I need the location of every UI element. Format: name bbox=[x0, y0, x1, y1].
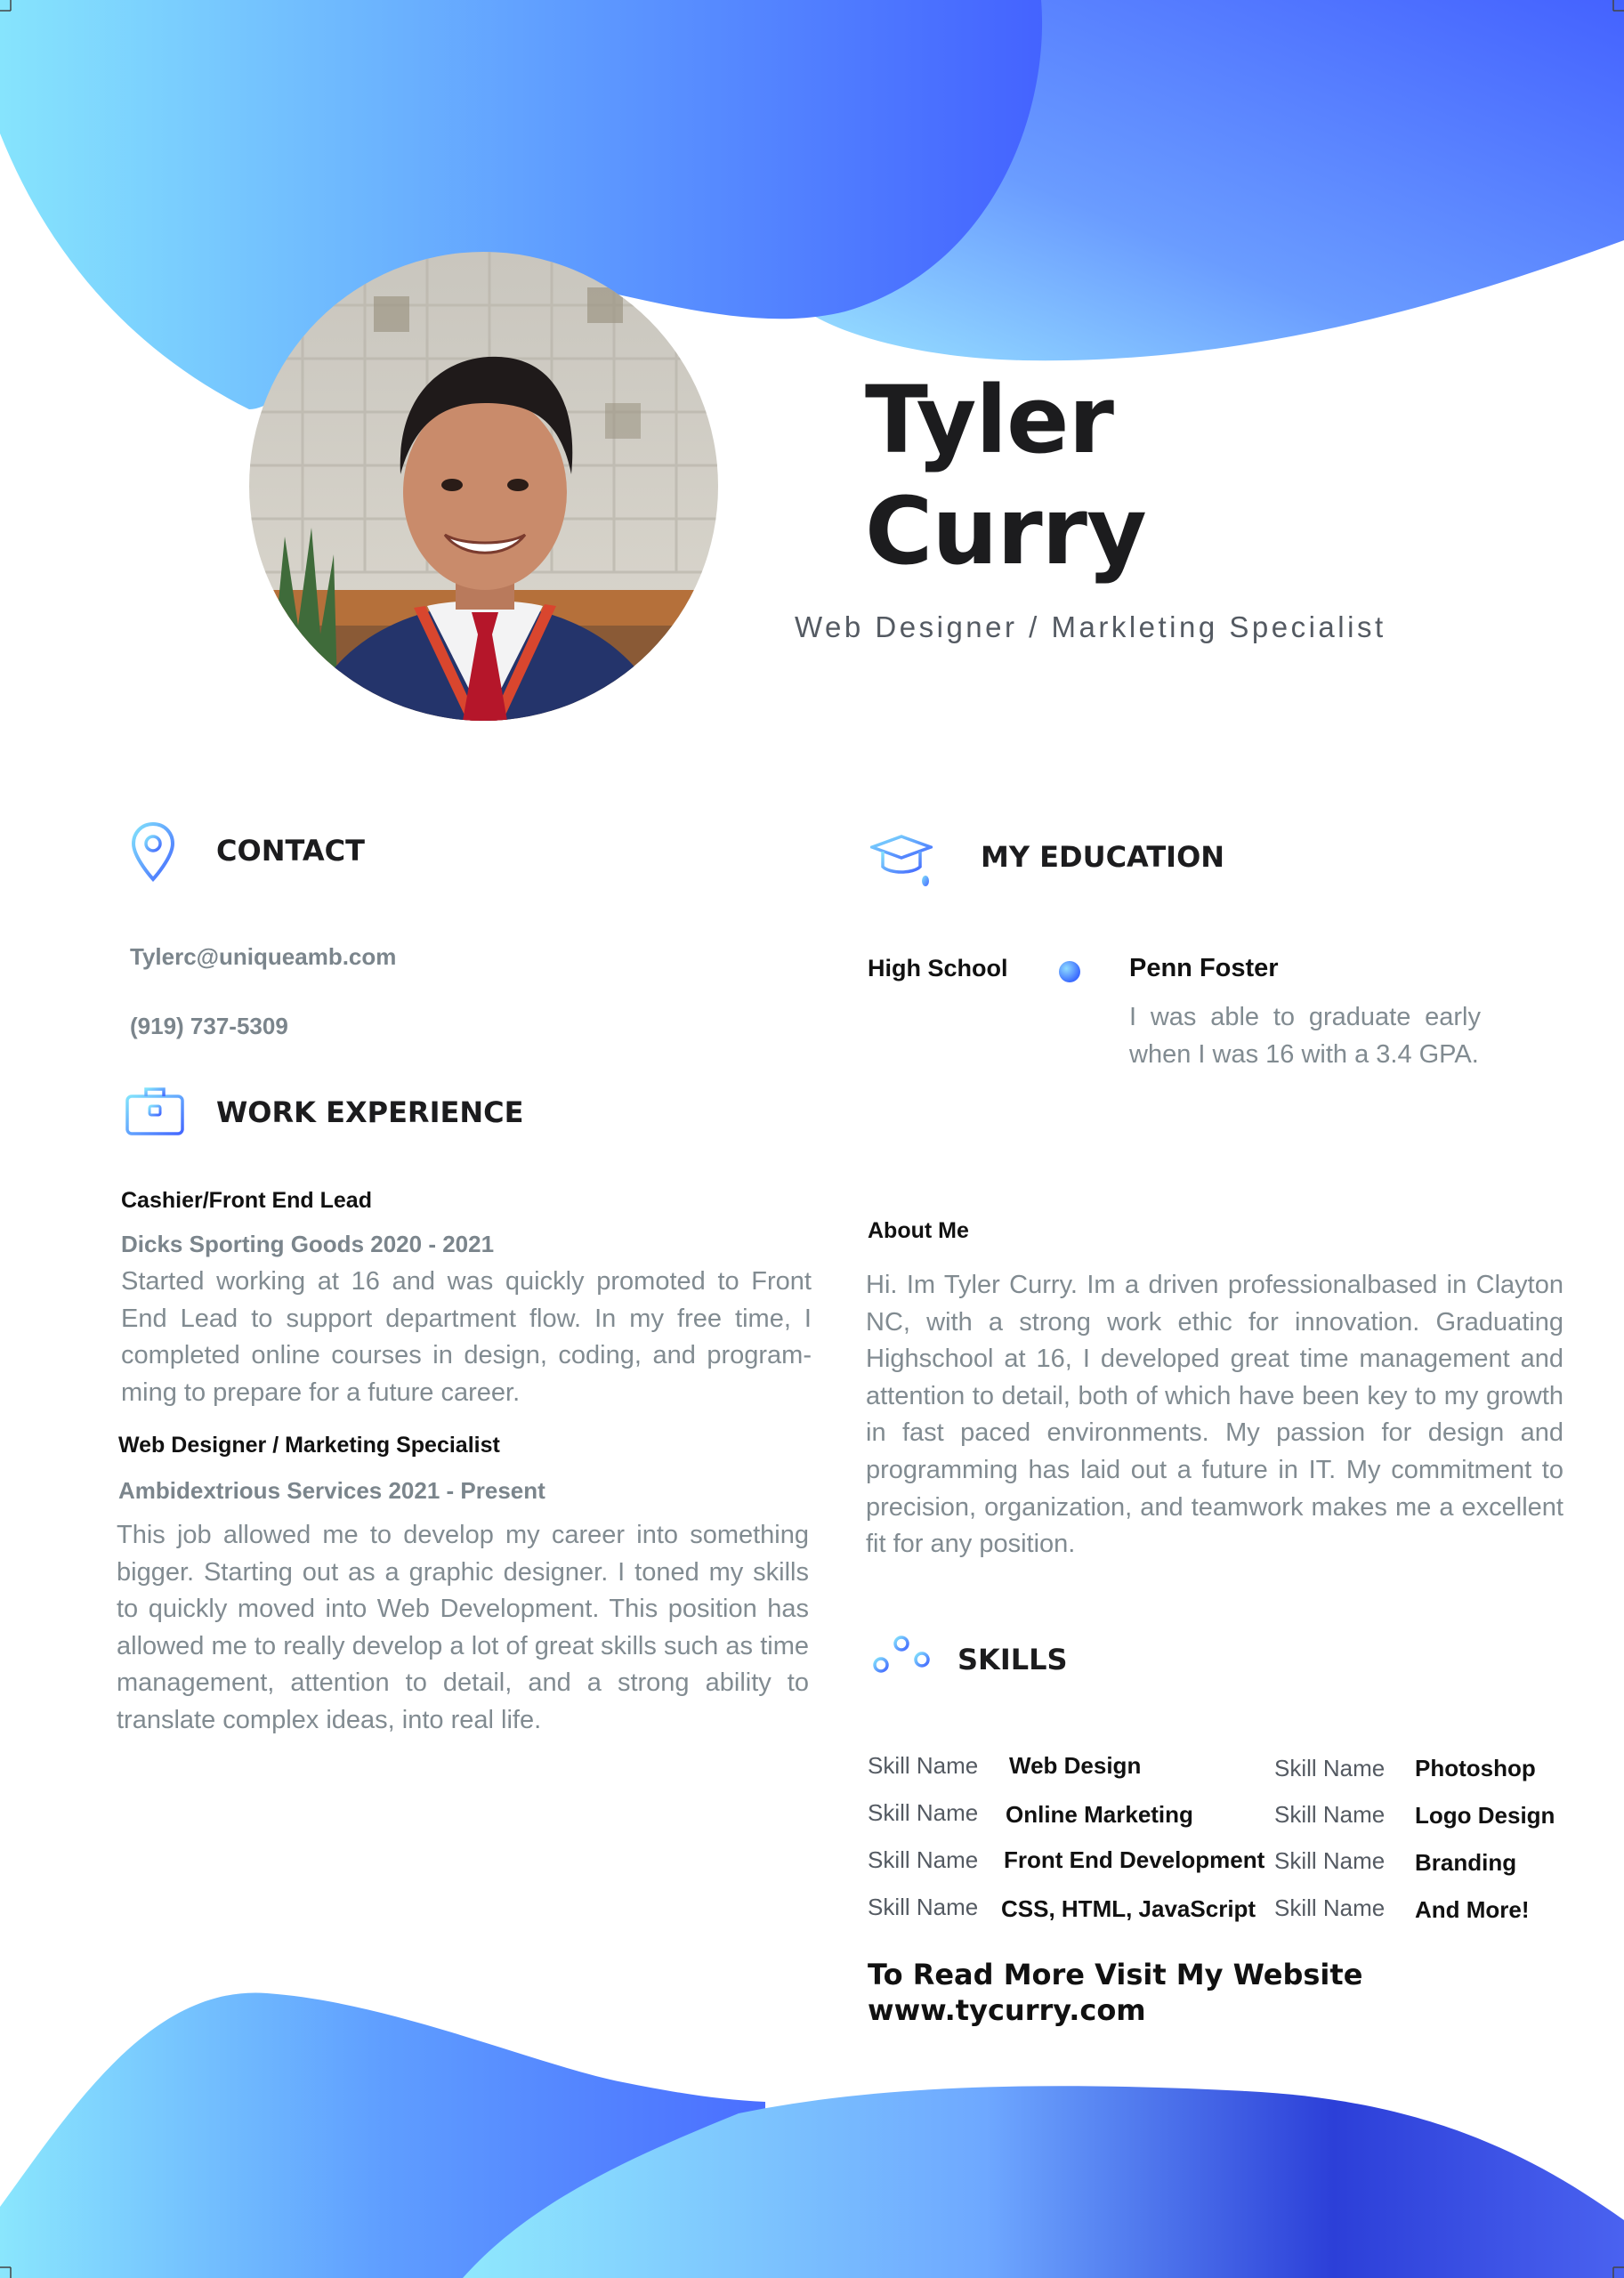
skill-value: CSS, HTML, JavaScript bbox=[1001, 1895, 1256, 1922]
skill-value: Front End Development bbox=[1004, 1846, 1265, 1873]
skill-value: Online Marketing bbox=[1006, 1801, 1193, 1828]
graduation-cap-icon bbox=[870, 833, 933, 890]
sliders-icon bbox=[872, 1624, 931, 1686]
skill-value: Logo Design bbox=[1415, 1802, 1555, 1829]
timeline-dot bbox=[1059, 961, 1080, 982]
job-1-company: Dicks Sporting Goods 2020 - 2021 bbox=[121, 1231, 495, 1257]
website-url[interactable]: www.tycurry.com bbox=[868, 1993, 1146, 2027]
education-school: Penn Foster bbox=[1129, 954, 1279, 982]
skill-label: Skill Name bbox=[868, 1799, 979, 1826]
job-2-company: Ambidextrious Services 2021 - Present bbox=[118, 1477, 545, 1504]
education-title: MY EDUCATION bbox=[981, 840, 1225, 874]
education-level: High School bbox=[868, 955, 1008, 981]
work-title: WORK EXPERIENCE bbox=[216, 1095, 524, 1129]
skill-value: Branding bbox=[1415, 1849, 1517, 1876]
skill-label: Skill Name bbox=[868, 1752, 979, 1779]
job-2-role: Web Designer / Marketing Specialist bbox=[118, 1433, 500, 1458]
job-subtitle: Web Designer / Markleting Specialist bbox=[795, 610, 1386, 643]
website-cta: To Read More Visit My Website bbox=[868, 1958, 1363, 1991]
first-name: Tyler bbox=[865, 366, 1113, 474]
skill-value: Photoshop bbox=[1415, 1755, 1536, 1781]
about-text: Hi. Im Tyler Curry. Im a driven professionalbased in Clayton NC, with a strong work ethic for innovation. Graduating Highschool at 16, I developed great time management and attention to detail, both of which have been key to my growth in fast paced environments. My passion for design and programming has laid out a future in IT. My commitment to precision, organization, and teamwork makes me a excellent fit for any position. bbox=[866, 1271, 1563, 1559]
contact-title: CONTACT bbox=[216, 834, 365, 868]
skill-value: Web Design bbox=[1009, 1752, 1142, 1779]
last-name: Curry bbox=[865, 477, 1146, 586]
location-pin-icon bbox=[130, 820, 176, 883]
education-description: I was able to graduate early when I was 16 with a 3.4 GPA. bbox=[1129, 1003, 1481, 1069]
skill-label: Skill Name bbox=[1274, 1847, 1386, 1874]
skills-title: SKILLS bbox=[957, 1643, 1068, 1676]
skill-label: Skill Name bbox=[868, 1894, 979, 1920]
job-1-description: Started working at 16 and was quickly promoted to Front End Lead to support department flow. In my free time, I completed online courses in design, coding, and program-ming to prepare for a future career. bbox=[121, 1267, 812, 1407]
skill-value: And More! bbox=[1415, 1896, 1530, 1923]
contact-email[interactable]: Tylerc@uniqueamb.com bbox=[130, 943, 397, 970]
briefcase-icon bbox=[125, 1084, 185, 1137]
contact-phone[interactable]: (919) 737-5309 bbox=[130, 1013, 288, 1039]
job-1-role: Cashier/Front End Lead bbox=[121, 1188, 372, 1213]
about-title: About Me bbox=[868, 1218, 969, 1243]
skill-label: Skill Name bbox=[1274, 1894, 1386, 1921]
skill-label: Skill Name bbox=[868, 1846, 979, 1873]
job-2-description: This job allowed me to develop my career into something bigger. Starting out as a graphic designer. I toned my skills to quickly moved into Web Development. This position has allowed me to really develop a lot of great skills such as time management, attention to detail, and a strong ability to translate complex ideas, into real life. bbox=[117, 1521, 809, 1734]
skill-label: Skill Name bbox=[1274, 1755, 1386, 1781]
profile-photo bbox=[249, 252, 718, 721]
skill-label: Skill Name bbox=[1274, 1801, 1386, 1828]
